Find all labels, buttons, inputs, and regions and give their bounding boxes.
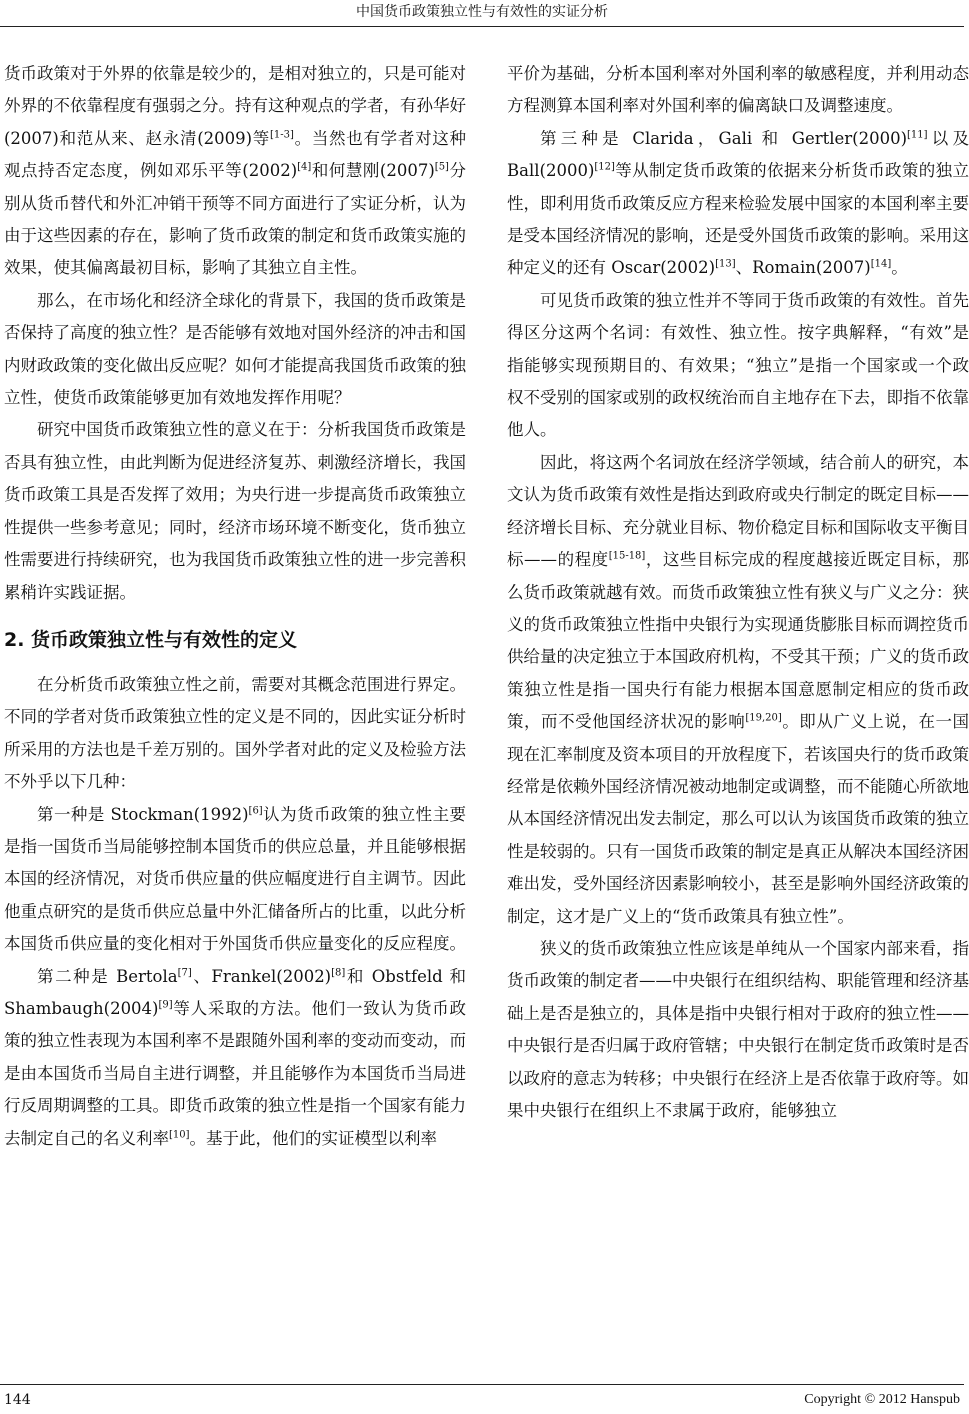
citation: [6] [248, 805, 263, 817]
left-column [4, 58, 466, 1155]
citation: [7] [177, 967, 192, 979]
citation: [5] [434, 161, 449, 173]
footer-rule [0, 1384, 964, 1385]
paragraph: 第一种是 Stockman(1992)[6]认为货币政策的独立性主要是指一国货币当局能够控制本国货币的供应总量，并且能够根据本国的经济情况，对货币供应量的供应幅度进行自主调节。因此他重点研究的是货币供应总量中外汇储备所占的比重，以此分析本国货币供应量的变化相对于外国货币供应量变化的反应程度。 [4, 804, 467, 954]
citation: [10] [169, 1129, 190, 1141]
paragraph: 第三种是 Clarida，Gali 和 Gertler(2000)[11]以及 Ball(2000)[12]等从制定货币政策的依据来分析货币政策的独立性，即利用货币政策反应方程来检验发展中国家的本国利率主要是受本国经济情况的影响，还是受外国货币政策的影响。采用这种定义的还有 Oscar(2002)[13]、Romain(2007)[14]。 [507, 128, 969, 278]
copyright-notice: Copyright © 2012 Hanspub [804, 1392, 960, 1407]
paragraph: 货币政策对于外界的依靠是较少的，是相对独立的，只是可能对外界的不依靠程度有强弱之分。持有这种观点的学者，有孙华好(2007)和范从来、赵永清(2009)等[1-3]。当然也有学者对这种观点持否定态度，例如邓乐平等(2002)[4]和何慧刚(2007)[5]分别从货币替代和外汇冲销干预等不同方面进行了实证分析，认为由于这些因素的存在，影响了货币政策的制定和货币政策实施的效果，使其偏离最初目标，影响了其独立自主性。 [4, 64, 466, 278]
citation: [19,20] [745, 712, 782, 724]
citation: [15-18] [608, 550, 646, 562]
citation: [12] [594, 161, 615, 173]
paragraph: 第二种是 Bertola[7]、Frankel(2002)[8]和 Obstfeld 和 Shambaugh(2004)[9]等人采取的方法。他们一致认为货币政策的独立性表现为本国利率不是跟随外国利率的变动而变动，而是由本国货币当局自主进行调整，并且能够作为本国货币当局进行反周期调整的工具。即货币政策的独立性是指一个国家有能力去制定自己的名义利率[10]。基于此，他们的实证模型以利率 [4, 966, 466, 1148]
paragraph: 狭义的货币政策独立性应该是单纯从一个国家内部来看，指货币政策的制定者——中央银行在组织结构、职能管理和经济基础上是否是独立的，具体是指中央银行相对于政府的独立性——中央银行是否归属于政府管辖；中央银行在制定货币政策时是否以政府的意志为转移；中央银行在经济上是否依靠于政府等。如果中央银行在组织上不隶属于政府，能够独立 [507, 938, 969, 1120]
paragraph: 研究中国货币政策独立性的意义在于：分析我国货币政策是否具有独立性，由此判断为促进经济复苏、刺激经济增长，我国货币政策工具是否发挥了效用；为央行进一步提高货币政策独立性提供一些参考意见；同时，经济市场环境不断变化，货币独立性需要进行持续研究，也为我国货币政策独立性的进一步完善积累稍许实践证据。 [4, 420, 466, 602]
paragraph: 可见货币政策的独立性并不等同于货币政策的有效性。首先得区分这两个名词：有效性、独立性。按字典解释，“有效”是指能够实现预期目的、有效果；“独立”是指一个国家或一个政权不受别的国家或别的政权统治而自主地存在下去，即指不依靠他人。 [507, 290, 969, 440]
header-rule [0, 26, 964, 27]
citation: [14] [870, 258, 892, 270]
section-heading: 2. 货币政策独立性与有效性的定义 [4, 628, 298, 651]
page-number: 144 [4, 1392, 31, 1408]
citation: [11] [907, 129, 928, 141]
citation: [9] [158, 999, 173, 1011]
paragraph: 因此，将这两个名词放在经济学领域，结合前人的研究，本文认为货币政策有效性是指达到政府或央行制定的既定目标——经济增长目标、充分就业目标、物价稳定目标和国际收支平衡目标——的程度[15-18]，这些目标完成的程度越接近既定目标，那么货币政策就越有效。而货币政策独立性有狭义与广义之分：狭义的货币政策独立性指中央银行为实现通货膨胀目标而调控货币供给量的决定独立于本国政府机构，不受其干预；广义的货币政策独立性是指一国央行有能力根据本国意愿制定相应的货币政策，而不受他国经济状况的影响[19,20]。即从广义上说，在一国现在汇率制度及资本项目的开放程度下，若该国央行的货币政策经常是依赖外国经济情况被动地制定或调整，而不能随心所欲地从本国经济情况出发去制定，那么可以认为该国货币政策的独立性是较弱的。只有一国货币政策的制定是真正从解决本国经济困难出发，受外国经济因素影响较小，甚至是影响外国经济政策的制定，这才是广义上的“货币政策具有独立性”。 [507, 452, 969, 926]
citation: [8] [331, 967, 346, 979]
running-header: 中国货币政策独立性与有效性的实证分析 [356, 4, 608, 20]
paragraph: 平价为基础，分析本国利率对外国利率的敏感程度，并利用动态方程测算本国利率对外国利率的偏离缺口及调整速度。 [507, 64, 969, 116]
citation: [13] [715, 258, 736, 270]
paragraph: 那么，在市场化和经济全球化的背景下，我国的货币政策是否保持了高度的独立性？是否能够有效地对国外经济的冲击和国内财政政策的变化做出反应呢？如何才能提高我国货币政策的独立性，使货币政策能够更加有效地发挥作用呢？ [4, 290, 466, 408]
paragraph: 在分析货币政策独立性之前，需要对其概念范围进行界定。不同的学者对货币政策独立性的定义是不同的，因此实证分析时所采用的方法也是千差万别的。国外学者对此的定义及检验方法不外乎以下几种： [4, 674, 466, 792]
right-column [507, 58, 969, 1127]
citation: [1-3] [270, 129, 294, 141]
citation: [4] [297, 161, 312, 173]
